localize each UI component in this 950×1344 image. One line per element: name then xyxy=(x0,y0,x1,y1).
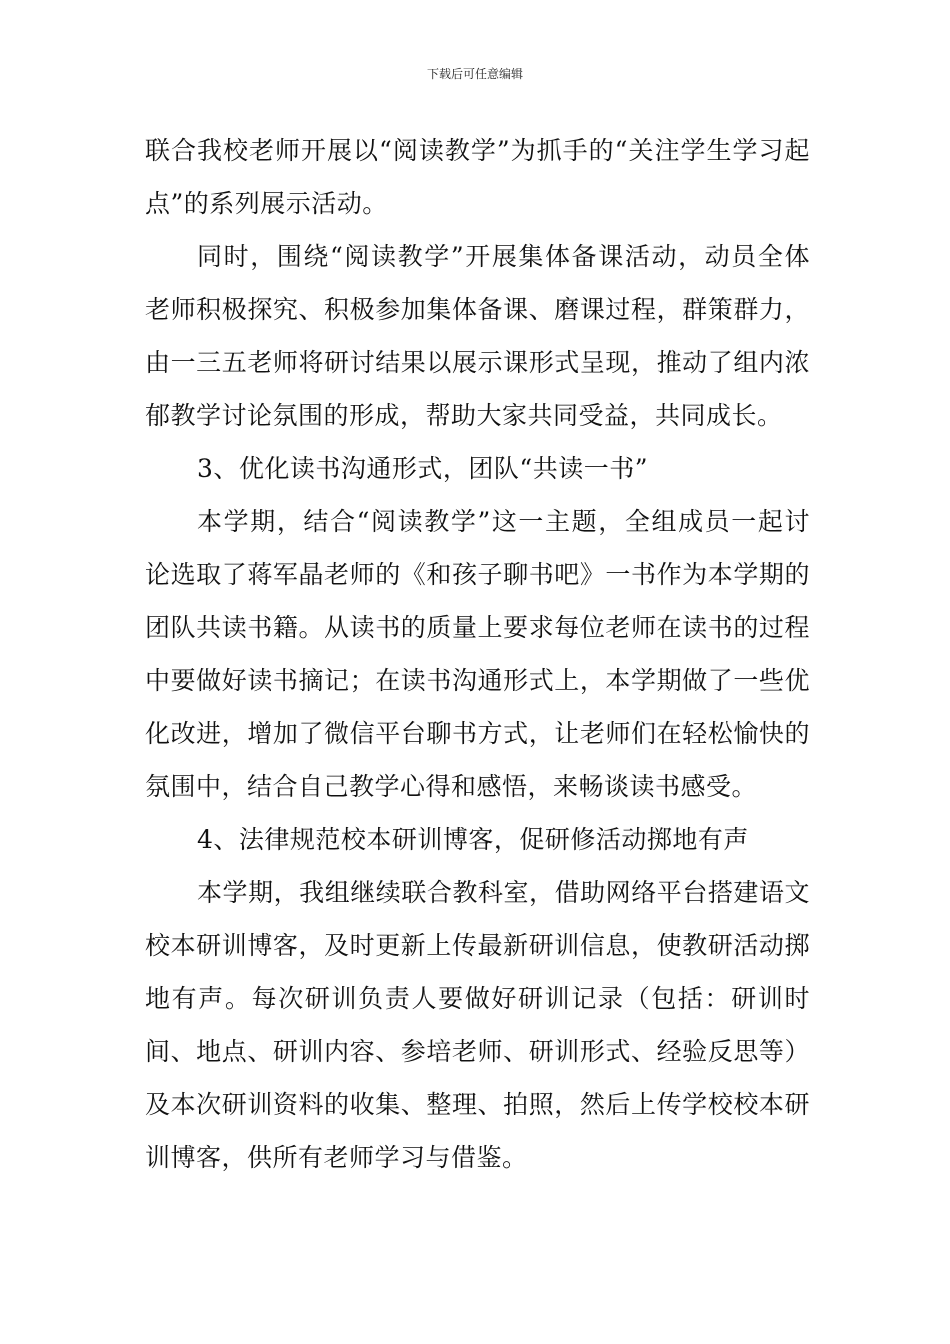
page-header: 下载后可任意编辑 xyxy=(426,67,523,81)
paragraph-shared-reading: 本学期，结合“阅读教学”这一主题，全组成员一起讨论选取了蒋军晶老师的《和孩子聊书吧》一书作为本学期的团队共读书籍。从读书的质量上要求每位老师在读书的过程中要做好读书摘记；在读书沟通形式上，本学期做了一些优化改进，增加了微信平台聊书方式，让老师们在轻松愉快的氛围中，结合自己教学心得和感悟，来畅谈读书感受。 xyxy=(145,507,810,801)
paragraph-collective-lesson-prep: 同时，围绕“阅读教学”开展集体备课活动，动员全体老师积极探究、积极参加集体备课、磨课过程，群策群力，由一三五老师将研讨结果以展示课形式呈现，推动了组内浓郁教学讨论氛围的形成，帮助大家共同受益，共同成长。 xyxy=(145,242,810,430)
paragraph-research-blog: 本学期，我组继续联合教科室，借助网络平台搭建语文校本研训博客，及时更新上传最新研训信息，使教研活动掷地有声。每次研训负责人要做好研训记录（包括：研训时间、地点、研训内容、参培老师、研训形式、经验反思等）及本次研训资料的收集、整理、拍照，然后上传学校校本研训博客，供所有老师学习与借鉴。 xyxy=(145,878,810,1172)
paragraph-continuation: 联合我校老师开展以“阅读教学”为抓手的“关注学生学习起点”的系列展示活动。 xyxy=(145,136,810,218)
section-heading-reading-exchange: 3、优化读书沟通形式，团队“共读一书” xyxy=(197,454,648,483)
section-heading-research-blog: 4、法律规范校本研训博客，促研修活动掷地有声 xyxy=(197,825,749,854)
document-body xyxy=(145,124,810,1184)
